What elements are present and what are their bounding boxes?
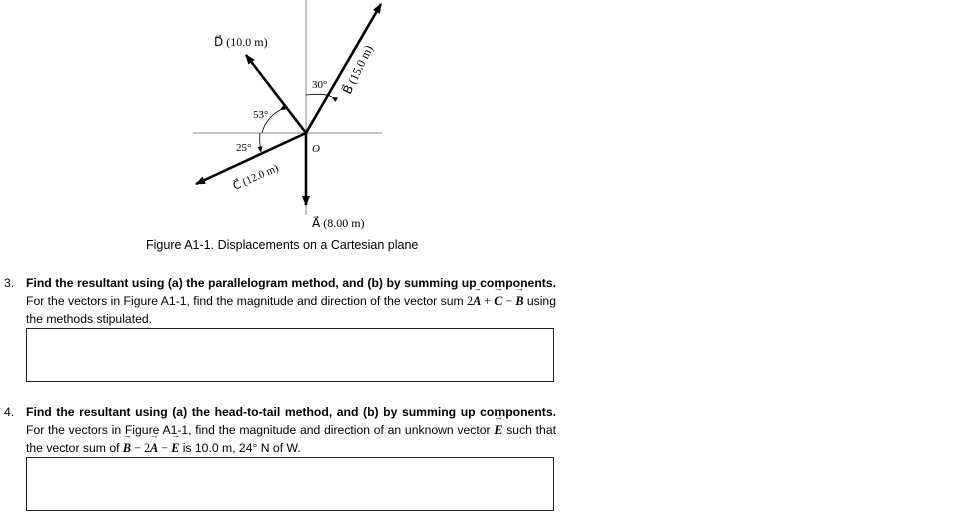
question-3-answer-box[interactable] [26,328,554,382]
question-4-number: 4. [4,405,15,419]
origin-label: O [312,143,320,155]
question-4-text [26,403,556,457]
vector-c-label: C⃗ (12.0 m) [231,162,281,193]
vector-d-label: D⃗ (10.0 m) [214,35,268,49]
question-3-text [26,274,556,328]
question-4-tail: is 10.0 m, 24° N of W. [179,441,301,455]
vector-e-symbol: → E [494,421,502,439]
question-4-body: For the vectors in Figure A1-1, find the magnitude and direction of an unknown vector [26,423,495,437]
vector-b-symbol: → B [515,292,523,310]
vector-b-arrow [306,4,381,133]
question-3-body: For the vectors in Figure A1-1, find the magnitude and direction of the vector sum [26,294,468,308]
question-4-answer-box[interactable] [26,457,554,511]
question-3 [4,274,556,328]
question-3-number: 3. [4,276,15,290]
vector-a-symbol: → A [473,292,481,310]
minus-two: − 2 [131,441,151,455]
vector-c-symbol: → C [494,292,502,310]
vector-a-label: A⃗ (8.00 m) [312,216,365,230]
question-3-bold: Find the resultant using (a) the parallelogram method, and (b) by summing up components. [26,276,556,290]
vector-diagram [0,0,560,240]
question-4-bold: Find the resultant using (a) the head-to-tail method, and (b) by summing up components. [26,405,556,419]
vector-b-symbol: → B [123,439,131,457]
plus-sign: + [481,294,495,308]
vector-d-arrow [246,55,306,133]
question-4 [4,403,556,457]
minus-sign: − [158,441,172,455]
vector-e-symbol-2: → E [171,439,179,457]
angle-30-label: 30° [312,79,328,91]
question-3-coef: 2 [467,294,474,308]
vector-b-label: B⃗ (15.0 m) [340,42,376,97]
question-4-mid: such that the vector sum of [26,423,556,455]
minus-sign: − [502,294,516,308]
vector-a-symbol: → A [150,439,158,457]
question-3-tail: using the methods stipulated. [26,294,556,326]
angle-25-label: 25° [236,142,252,154]
figure-caption: Figure A1-1. Displacements on a Cartesian plane [146,238,419,252]
angle-25-arc [260,133,261,152]
angle-53-label: 53° [253,109,269,121]
